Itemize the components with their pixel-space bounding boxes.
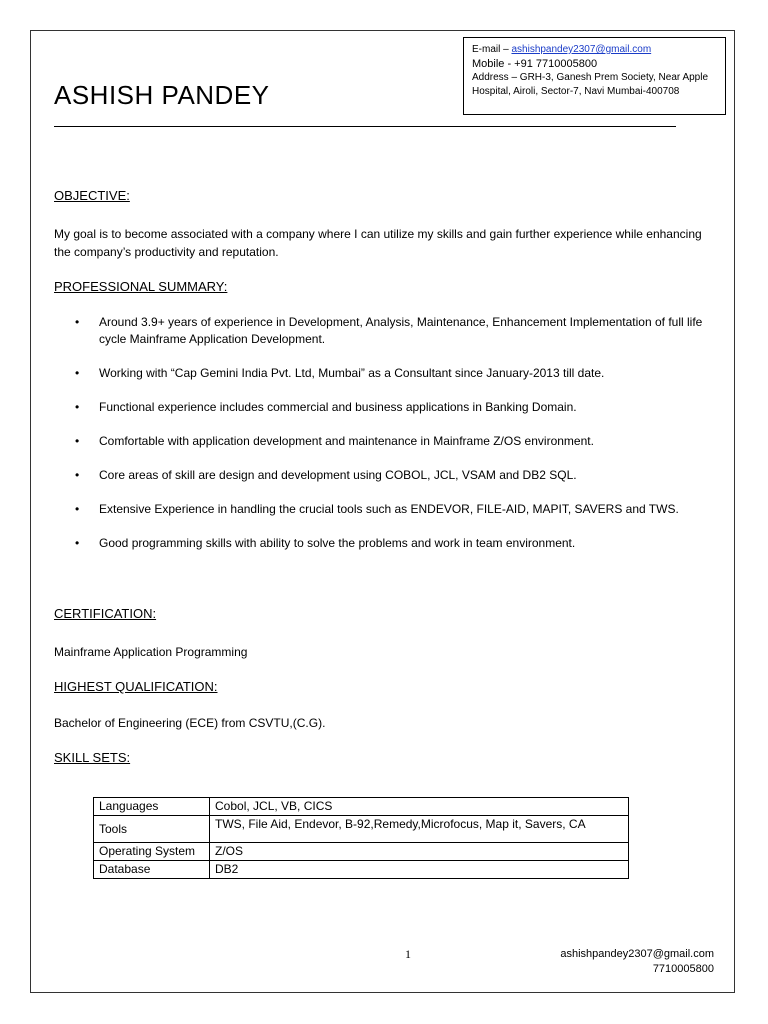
contact-box — [463, 37, 726, 115]
candidate-name: ASHISH PANDEY — [54, 80, 270, 111]
bullet-icon: • — [75, 502, 80, 516]
table-row — [94, 861, 629, 879]
bullet-icon: • — [75, 366, 80, 380]
summary-item: • Extensive Experience in handling the crucial tools such as ENDEVOR, FILE-AID, MAPIT, SAVERS and TWS. — [75, 502, 679, 516]
summary-heading: PROFESSIONAL SUMMARY: — [54, 279, 228, 294]
skill-key: Database — [94, 861, 210, 879]
summary-item: • Core areas of skill are design and development using COBOL, JCL, VSAM and DB2 SQL. — [75, 468, 577, 482]
table-row — [94, 798, 629, 816]
bullet-icon: • — [75, 400, 80, 414]
objective-heading: OBJECTIVE: — [54, 188, 130, 203]
summary-item: • Working with “Cap Gemini India Pvt. Ltd, Mumbai” as a Consultant since January-2013 till date. — [75, 366, 605, 380]
skill-key: Tools — [94, 816, 210, 843]
header-divider — [54, 126, 676, 127]
summary-item: • Around 3.9+ years of experience in Development, Analysis, Maintenance, Enhancement Implementation of full life cycle Mainframe Application Development. — [75, 315, 703, 346]
skill-value: DB2 — [210, 861, 629, 879]
summary-list — [54, 314, 714, 569]
bullet-icon: • — [75, 468, 80, 482]
bullet-icon: • — [75, 536, 80, 550]
summary-item: • Comfortable with application development and maintenance in Mainframe Z/OS environment. — [75, 434, 594, 448]
objective-text: My goal is to become associated with a company where I can utilize my skills and gain further experience while enhancing the company’s productivity and reputation. — [54, 227, 702, 259]
bullet-icon: • — [75, 434, 80, 448]
email-link[interactable]: ashishpandey2307@gmail.com — [511, 44, 652, 55]
certification-heading: CERTIFICATION: — [54, 606, 157, 621]
skill-value: TWS, File Aid, Endevor, B-92,Remedy,Microfocus, Map it, Savers, CA — [210, 816, 629, 843]
footer-phone: 7710005800 — [652, 963, 714, 975]
table-row — [94, 816, 629, 843]
mobile-number: Mobile - +91 7710005800 — [472, 58, 598, 70]
page-number: 1 — [405, 947, 411, 961]
footer-email: ashishpandey2307@gmail.com — [560, 948, 714, 960]
skill-value: Z/OS — [210, 843, 629, 861]
table-row — [94, 843, 629, 861]
address: Address – GRH-3, Ganesh Prem Society, Near Apple Hospital, Airoli, Sector-7, Navi Mumbai-400708 — [472, 72, 709, 97]
email-line — [472, 43, 717, 57]
skills-table — [93, 797, 629, 879]
skill-key: Languages — [94, 798, 210, 816]
certification-text: Mainframe Application Programming — [54, 645, 248, 659]
qualification-heading: HIGHEST QUALIFICATION: — [54, 679, 218, 694]
summary-item: • Good programming skills with ability to solve the problems and work in team environment. — [75, 536, 576, 550]
footer-contact — [560, 947, 714, 977]
bullet-icon: • — [75, 315, 80, 329]
email-label: E-mail – — [472, 44, 509, 55]
skill-key: Operating System — [94, 843, 210, 861]
qualification-text: Bachelor of Engineering (ECE) from CSVTU,(C.G). — [54, 716, 326, 730]
skills-heading: SKILL SETS: — [54, 750, 131, 765]
summary-item: • Functional experience includes commercial and business applications in Banking Domain. — [75, 400, 577, 414]
skill-value: Cobol, JCL, VB, CICS — [210, 798, 629, 816]
